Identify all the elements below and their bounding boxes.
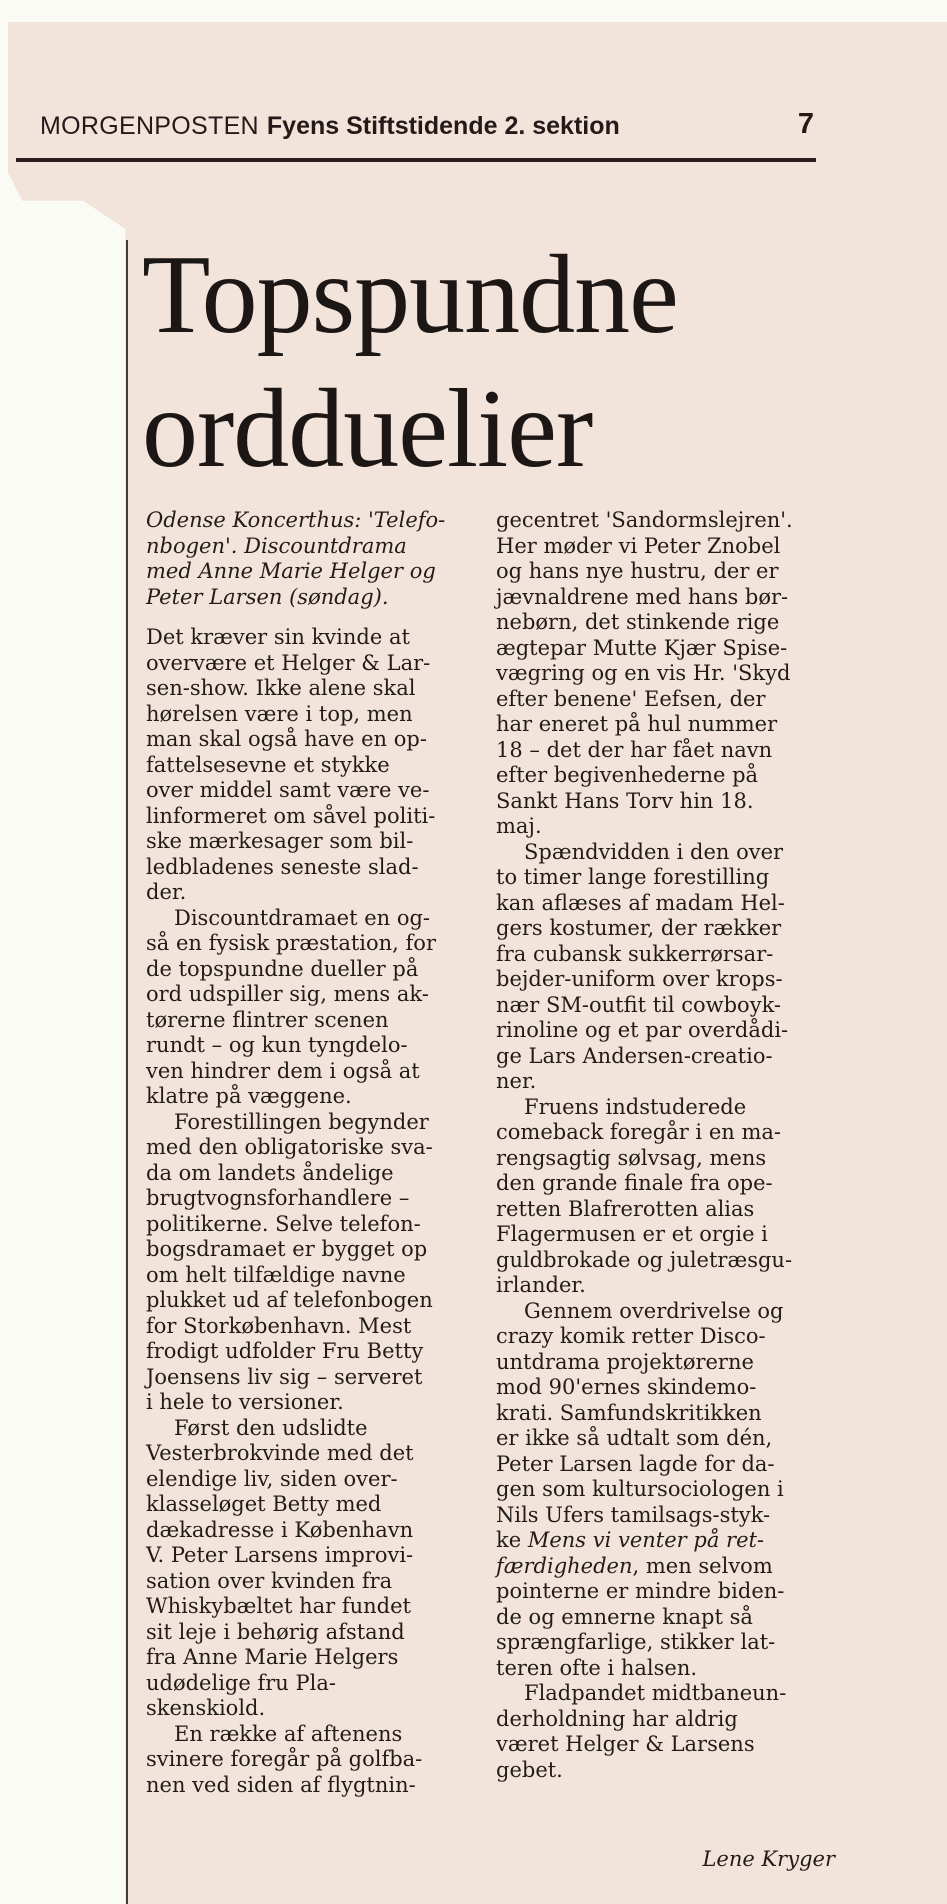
text-line: så en fysisk præstation, for [146,931,436,955]
text-line: 18 – det der har fået navn [496,737,773,762]
text-line: Fruens indstuderede [524,1094,747,1119]
text-line: brugtvognsforhandlere – [146,1186,410,1210]
text-line: dækadresse i København [146,1517,414,1542]
text-line: guldbrokade og juletræsgu- [496,1247,793,1272]
text-line: Whiskybæltet har fundet [146,1594,411,1618]
page-number: 7 [797,108,814,140]
text-line: i hele to versioner. [146,1390,344,1414]
text-line: Flagermusen er et orgie i [496,1222,768,1246]
text-line: teren ofte i halsen. [496,1655,698,1680]
publication-name: MORGENPOSTEN [40,112,259,140]
text-line: der. [146,880,187,904]
text-line: rundt – og kun tyngdelo- [146,1033,408,1057]
header-rule [16,158,816,162]
text-line: nebørn, det stinkende rige [496,610,780,634]
text-line: En række af aftenens [174,1721,403,1746]
text-line: da om landets åndelige [146,1160,394,1185]
text-line: Sankt Hans Torv hin 18. [496,788,754,813]
text-line: ægtepar Mutte Kjær Spise- [496,635,788,660]
text-line: for Storkøbenhavn. Mest [146,1313,412,1338]
text-line: elendige liv, siden over- [146,1466,398,1491]
text-line: ven hindrer dem i også at [146,1058,420,1083]
text-line: tørerne flintrer scenen [146,1007,389,1032]
text-line: politikerne. Selve telefon- [146,1211,421,1236]
text-line: om helt tilfældige navne [146,1262,406,1287]
text-line: Her møder vi Peter Znobel [496,533,781,558]
article-column-1 [146,508,478,1798]
text-line: klasseløget Betty med [146,1492,382,1516]
text-line: skenskiold. [146,1696,266,1720]
text-line: derholdning har aldrig [496,1706,738,1731]
text-line: færdigheden, men selvom [496,1553,773,1578]
text-line: bogsdramaet er bygget op [146,1237,428,1261]
byline: Lene Kryger [702,1847,835,1871]
text-line: er ikke så udtalt som dén, [496,1426,773,1450]
text-line: ske mærkesager som bil- [146,829,414,853]
text-line: Vesterbrokvinde med det [146,1441,414,1465]
headline [142,228,842,496]
text-line: fra Anne Marie Helgers [146,1645,399,1669]
text-line: gecentret 'Sandormslejren'. [496,508,793,532]
text-line: krati. Samfundskritikken [496,1400,762,1425]
text-line: gers kostumer, der rækker [496,916,782,940]
text-line: V. Peter Larsens improvi- [146,1543,414,1567]
text-line: plukket ud af telefonbogen [146,1288,433,1312]
text-line: nen ved siden af flygtnin- [146,1772,416,1797]
text-line: Nils Ufers tamilsags-styk- [496,1502,771,1527]
headline-line-2: ordduelier [142,367,593,491]
text-line: jævnaldrene med hans bør- [496,584,789,609]
section-name: Fyens Stiftstidende 2. sektion [266,112,620,140]
text-line: rengsagtig sølvsag, mens [496,1145,767,1170]
text-line: ge Lars Andersen-creatio- [496,1043,773,1068]
text-line: har eneret på hul nummer [496,712,778,736]
text-line: de og emnerne knapt så [496,1604,753,1629]
text-line: efter benene' Eefsen, der [496,686,766,711]
column-rule [126,240,128,1904]
text-line: nær SM-outfit til cowboyk- [496,992,782,1017]
text-line: overvære et Helger & Lar- [146,650,431,675]
page-header [40,108,820,156]
text-line: Joensens liv sig – serveret [146,1364,423,1389]
text-line: untdrama projektørerne [496,1349,754,1374]
text-line: ke Mens vi venter på ret- [496,1528,765,1552]
text-line: Forestillingen begynder [174,1109,429,1134]
text-line: Fladpandet midtbaneun- [524,1681,787,1705]
intro-line: Peter Larsen (søndag). [146,584,389,609]
text-line: svinere foregår på golfba- [146,1747,423,1771]
text-line: Peter Larsen lagde for da- [496,1451,775,1476]
intro-line: Odense Koncerthus: 'Telefo- [146,508,446,532]
text-line: sen-show. Ikke alene skal [146,676,416,700]
text-line: to timer lange forestilling [496,865,770,889]
article-column-2 [496,508,836,1783]
text-line: irlander. [496,1273,586,1297]
text-line: Gennem overdrivelse og [524,1298,784,1323]
text-line: klatre på væggene. [146,1084,352,1108]
text-line: Spændvidden i den over [524,839,784,864]
text-line: sprængfarlige, stikker lat- [496,1630,776,1654]
text-line: maj. [496,814,542,838]
text-line: Discountdramaet en og- [174,905,431,930]
text-line: comeback foregår i en ma- [496,1120,781,1144]
text-line: vægring og en vis Hr. 'Skyd [496,661,791,685]
text-line: kan aflæses af madam Hel- [496,890,785,915]
text-line: rinoline og et par overdådi- [496,1018,789,1042]
text-line: crazy komik retter Disco- [496,1324,766,1348]
text-line: man skal også have en op- [146,727,427,751]
text-line: ledbladenes seneste slad- [146,854,419,879]
text-line: gen som kultursociologen i [496,1477,784,1501]
text-line: bejder-uniform over krops- [496,967,783,991]
text-line: de topspundne dueller på [146,956,419,981]
text-line: mod 90'ernes skindemo- [496,1375,757,1399]
text-line: ner. [496,1069,537,1093]
text-line: fattelsesevne et stykke [146,752,390,777]
text-line: linformeret om såvel politi- [146,803,436,828]
text-line: pointerne er mindre biden- [496,1579,785,1603]
text-line: hørelsen være i top, men [146,701,413,726]
text-line: Først den udslidte [174,1415,368,1440]
intro-line: nbogen'. Discountdrama [146,533,407,558]
text-line: været Helger & Larsens [496,1732,755,1756]
text-line: Det kræver sin kvinde at [146,625,410,649]
text-line: retten Blafrerotten alias [496,1196,755,1221]
text-line: og hans nye hustru, der er [496,559,779,583]
text-line: med den obligatoriske sva- [146,1135,433,1159]
text-line: sit leje i behørig afstand [146,1619,405,1644]
text-line: gebet. [496,1757,563,1782]
text-line: den grande finale fra ope- [496,1171,773,1195]
text-line: sation over kvinden fra [146,1568,393,1593]
intro-line: med Anne Marie Helger og [146,559,436,583]
text-line: over middel samt være ve- [146,778,430,802]
text-line: udødelige fru Pla- [146,1670,336,1695]
text-line: ord udspiller sig, mens ak- [146,982,429,1006]
text-line: frodigt udfolder Fru Betty [146,1339,424,1363]
headline-line-1: Topspundne [142,233,678,357]
text-line: efter begivenhederne på [496,763,759,787]
text-line: fra cubansk sukkerrørsar- [496,941,774,966]
